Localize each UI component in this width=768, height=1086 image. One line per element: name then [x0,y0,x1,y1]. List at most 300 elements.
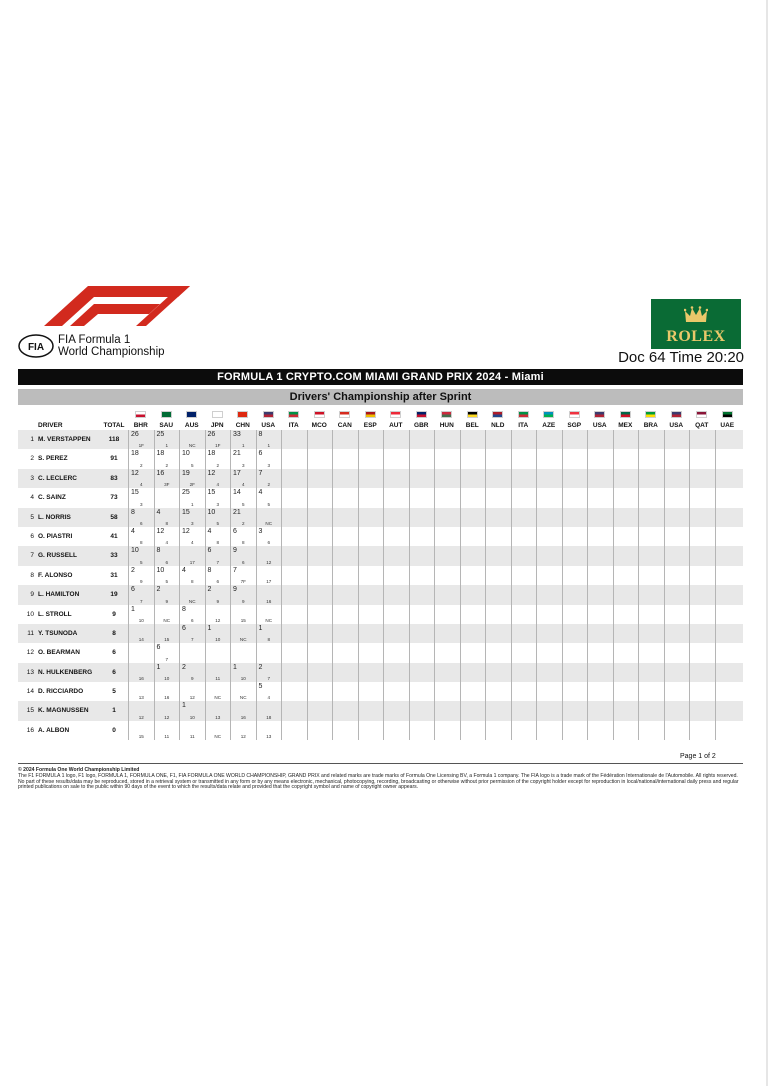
table-row [18,430,743,449]
result-cell [689,469,715,488]
flag-saudi-arabia-icon [161,411,172,418]
driver-name: D. RICCIARDO [38,688,84,696]
race-code: BHR [133,422,148,429]
result-cell [128,585,154,604]
result-cell [281,624,307,643]
result-cell [689,566,715,585]
race-points: 21 [233,508,241,516]
result-cell [587,682,613,701]
result-cell [562,449,588,468]
driver-total: 1 [112,707,116,715]
driver-name: Y. TSUNODA [38,629,78,637]
result-cell [562,721,588,740]
result-cell [434,643,460,662]
result-cell [154,527,180,546]
result-cell [230,508,256,527]
race-header-usa [664,410,690,430]
result-cell [485,663,511,682]
fia-badge-text: FIA [27,342,45,353]
result-cell [562,605,588,624]
doc-info: Doc 64 Time 20:20 [618,349,744,366]
race-finish: 16 [240,714,246,720]
race-finish: 4 [139,482,143,488]
driver-name: O. BEARMAN [38,649,80,657]
driver-name: L. HAMILTON [38,591,80,599]
result-cell [689,508,715,527]
race-points: 6 [207,547,212,555]
result-cell [664,508,690,527]
result-cell [332,430,358,449]
result-cell [128,682,154,701]
race-finish: 13 [138,695,144,701]
result-cell [154,546,180,565]
race-header-bel [460,410,486,430]
result-cell [638,585,664,604]
flag-azerbaijan-icon [543,411,554,418]
result-cell [715,469,741,488]
driver-total: 83 [110,474,118,482]
race-finish: 6 [267,540,271,546]
result-cell [536,546,562,565]
result-cell [715,585,741,604]
flag-usa-icon [594,411,605,418]
result-cell [715,430,741,449]
result-cell [154,469,180,488]
table-row [18,721,743,740]
race-finish: 6 [241,559,245,565]
result-cell [358,701,384,720]
driver-position: 9 [30,591,34,599]
race-finish: 2 [139,462,143,468]
result-cell [205,566,231,585]
driver-name: C. LECLERC [38,474,77,482]
result-cell [205,469,231,488]
race-finish: 8 [216,540,220,546]
result-cell [460,643,486,662]
result-cell [485,624,511,643]
result-cell [383,488,409,507]
flag-netherlands-icon [492,411,503,418]
race-finish: 10 [215,637,221,643]
driver-total: 31 [110,571,118,579]
driver-total: 5 [112,688,116,696]
race-points: 1 [182,702,186,710]
result-cell [281,663,307,682]
result-cell [536,469,562,488]
result-cell [434,488,460,507]
race-points: 10 [182,450,190,458]
result-cell [332,624,358,643]
result-cell [154,508,180,527]
brand-text [58,334,165,358]
race-points: 7 [258,469,263,477]
result-cell [689,430,715,449]
result-cell [154,701,180,720]
race-points: 4 [207,527,212,535]
footer-trademarks: The F1 FORMULA 1 logo, F1 logo, FORMULA 1, FORMULA ONE, F1, FIA FORMULA ONE WORLD CHAMPIONSHIP, GRAND PRIX and related marks are trade marks of Formula One Licensing BV, a Formula 1 company. The FIA logo is a trade mark of the Fédération Internationale de l'Automobile. All rights reserved. [18,772,738,779]
result-cell [587,488,613,507]
flag-bahrain-icon [135,411,146,418]
result-cell [128,508,154,527]
result-cell [179,643,205,662]
race-finish: 9 [165,598,169,604]
result-cell [689,488,715,507]
result-cell [179,585,205,604]
race-finish: 5 [165,579,169,585]
driver-total: 19 [110,591,118,599]
race-header-mco [307,410,333,430]
race-finish: 11 [215,676,221,682]
result-cell [689,546,715,565]
result-cell [154,643,180,662]
race-finish: 7F [240,579,246,585]
result-cell [536,624,562,643]
table-row [18,488,743,507]
result-cell [154,605,180,624]
result-cell [179,469,205,488]
result-cell [281,469,307,488]
driver-name: M. VERSTAPPEN [38,436,91,443]
race-finish: 4 [216,482,220,488]
result-cell [256,488,282,507]
result-cell [715,701,741,720]
race-points: 3 [258,527,263,535]
result-cell [332,449,358,468]
driver-position: 4 [30,494,34,502]
race-code: QAT [695,422,709,429]
driver-name: O. PIASTRI [38,532,73,540]
result-cell [562,624,588,643]
result-cell [434,682,460,701]
result-cell [128,605,154,624]
footer-divider [18,763,743,764]
result-cell [307,508,333,527]
result-cell [562,508,588,527]
result-cell [638,624,664,643]
result-cell [689,721,715,740]
result-cell [307,566,333,585]
result-cell [460,585,486,604]
result-cell [460,527,486,546]
race-points: 8 [156,547,161,555]
result-cell [307,605,333,624]
result-cell [638,566,664,585]
result-cell [358,585,384,604]
result-cell [154,663,180,682]
race-finish: NC [265,520,273,526]
result-cell [179,430,205,449]
result-cell [587,701,613,720]
result-cell [281,605,307,624]
result-cell [460,430,486,449]
race-header-bhr [128,410,154,430]
driver-total: 41 [110,532,118,540]
result-cell [230,585,256,604]
race-finish: 6 [216,579,220,585]
race-finish: 10 [240,676,246,682]
driver-position: 6 [30,532,34,540]
result-cell [613,430,639,449]
flag-brazil-icon [645,411,656,418]
result-cell [638,605,664,624]
result-cell [179,527,205,546]
result-cell [230,488,256,507]
result-cell [358,721,384,740]
result-cell [485,469,511,488]
result-cell [409,566,435,585]
race-header-chn [230,410,256,430]
result-cell [715,682,741,701]
race-finish: 13 [215,714,221,720]
race-finish: 1 [241,443,245,449]
race-finish: 5 [216,520,220,526]
race-points: 1 [233,663,237,671]
race-points: 2 [131,566,135,574]
result-cell [358,682,384,701]
race-finish: 2 [216,462,220,468]
race-header-ita [511,410,537,430]
result-cell [383,527,409,546]
result-cell [332,701,358,720]
brand-line2: World Championship [58,346,165,358]
result-cell [179,682,205,701]
race-finish: 6 [165,559,169,565]
result-cell [715,508,741,527]
driver-position: 11 [27,629,34,637]
flag-china-icon [237,411,248,418]
result-cell [664,663,690,682]
result-cell [536,508,562,527]
result-cell [664,469,690,488]
result-cell [638,488,664,507]
result-cell [332,488,358,507]
race-points: 7 [233,566,237,574]
result-cell [562,643,588,662]
driver-name: L. STROLL [38,610,72,618]
result-cell [383,585,409,604]
result-cell [281,585,307,604]
race-finish: 1 [267,443,271,449]
race-header-aze [536,410,562,430]
flag-belgium-icon [467,411,478,418]
race-finish: 8 [267,637,271,643]
result-cell [256,546,282,565]
result-cell [613,469,639,488]
driver-total: 58 [110,513,118,521]
result-cell [383,682,409,701]
result-cell [179,663,205,682]
result-cell [689,624,715,643]
race-code: UAE [720,422,735,429]
result-cell [409,605,435,624]
result-cell [358,643,384,662]
result-cell [715,566,741,585]
result-cell [409,663,435,682]
result-cell [485,449,511,468]
result-cell [664,721,690,740]
race-points: 8 [131,508,135,516]
result-cell [485,605,511,624]
race-finish: 2 [267,482,271,488]
result-cell [485,585,511,604]
result-cell [587,430,613,449]
race-points: 6 [131,586,135,594]
race-code: ITA [288,422,299,429]
race-points: 18 [207,450,216,458]
race-finish: NC [163,617,171,623]
result-cell [664,449,690,468]
race-finish: 13 [266,734,272,740]
race-finish: 12 [164,714,170,720]
result-cell [205,643,231,662]
race-points: 6 [233,527,237,535]
result-cell [638,701,664,720]
result-cell [409,701,435,720]
race-points: 12 [156,527,165,535]
result-cell [409,624,435,643]
flag-canada-icon [339,411,350,418]
page-number: Page 1 of 2 [680,753,716,760]
race-finish: 4 [190,540,194,546]
flag-singapore-icon [569,411,580,418]
result-cell [613,701,639,720]
race-finish: 12 [189,695,195,701]
result-cell [256,663,282,682]
result-cell [664,546,690,565]
race-finish: NC [265,617,273,623]
result-cell [409,546,435,565]
result-cell [511,469,537,488]
race-finish: 2 [241,520,245,526]
race-points: 2 [258,663,263,671]
result-cell [256,585,282,604]
result-cell [256,643,282,662]
result-cell [536,682,562,701]
table-row [18,643,743,662]
result-cell [689,527,715,546]
race-finish: NC [239,637,247,643]
race-header-sau [154,410,180,430]
result-cell [383,643,409,662]
race-finish: 4 [267,695,271,701]
race-header-uae [715,410,741,430]
result-cell [358,449,384,468]
result-cell [307,488,333,507]
race-points: 4 [258,489,263,497]
result-cell [358,546,384,565]
driver-total: 6 [112,649,116,657]
result-cell [664,605,690,624]
race-points: 1 [131,605,135,613]
result-cell [434,721,460,740]
race-finish: 10 [164,676,170,682]
result-cell [613,585,639,604]
result-cell [409,643,435,662]
driver-position: 15 [26,707,34,715]
result-cell [613,566,639,585]
result-cell [256,721,282,740]
driver-position: 1 [30,436,34,443]
result-cell [128,488,154,507]
result-cell [434,605,460,624]
result-cell [511,643,537,662]
race-points: 12 [207,469,216,477]
race-code: GBR [414,422,429,429]
table-row [18,449,743,468]
result-cell [562,566,588,585]
race-finish: 16 [164,695,170,701]
result-cell [511,546,537,565]
race-header-ita [281,410,307,430]
result-cell [230,721,256,740]
result-cell [511,527,537,546]
driver-name: C. SAINZ [38,494,66,502]
race-finish: 2 [165,462,169,468]
race-finish: 7 [267,676,271,682]
race-finish: 11 [189,734,195,740]
race-points: 6 [182,624,186,632]
race-points: 4 [182,566,186,574]
result-cell [179,721,205,740]
race-code: MCO [311,422,327,429]
result-cell [434,430,460,449]
result-cell [230,527,256,546]
result-cell [562,682,588,701]
flag-mexico-icon [620,411,631,418]
race-finish: NC [188,443,196,449]
result-cell [613,508,639,527]
race-points: 10 [207,508,216,516]
result-cell [613,663,639,682]
race-points: 15 [131,489,139,497]
result-cell [460,566,486,585]
driver-position: 2 [30,455,34,463]
race-finish: 10 [138,617,144,623]
result-cell [562,469,588,488]
result-cell [434,585,460,604]
result-cell [332,643,358,662]
result-cell [562,527,588,546]
flag-italy-icon [518,411,529,418]
race-header-sgp [562,410,588,430]
result-cell [664,585,690,604]
event-title: FORMULA 1 CRYPTO.COM MIAMI GRAND PRIX 2024 - Miami [18,369,743,385]
result-cell [230,566,256,585]
flag-usa-icon [263,411,274,418]
race-finish: NC [214,734,222,740]
result-cell [256,430,282,449]
race-points: 1 [156,663,161,671]
result-cell [128,663,154,682]
race-finish: 9 [139,579,143,585]
result-cell [230,605,256,624]
result-cell [638,721,664,740]
result-cell [587,643,613,662]
table-row [18,585,743,604]
race-finish: 1F [215,443,221,449]
result-cell [383,449,409,468]
result-cell [358,527,384,546]
result-cell [638,682,664,701]
race-finish: 17 [266,579,272,585]
race-points: 12 [131,469,139,477]
result-cell [689,701,715,720]
race-header-usa [256,410,282,430]
driver-position: 16 [26,726,34,734]
result-cell [511,488,537,507]
rolex-logo [651,299,741,349]
flag-italy-icon [288,411,299,418]
